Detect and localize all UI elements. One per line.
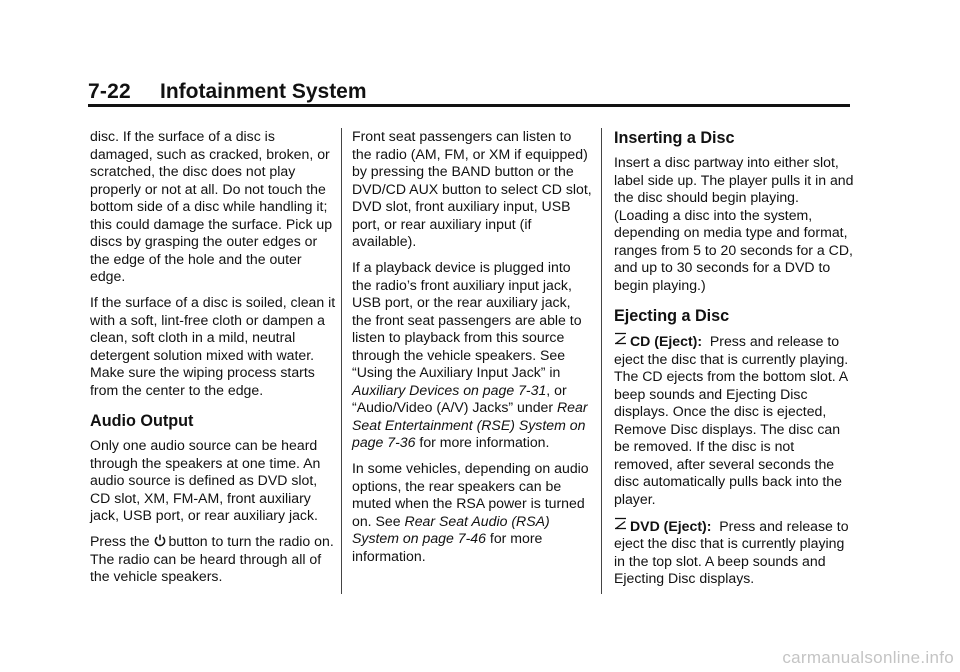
heading-inserting-disc: Inserting a Disc: [614, 129, 735, 147]
cd-eject-text: Press and release to eject the disc that is currently playing. The CD ejects from the bottom slot. A beep sounds and Ejecting Disc displays. Once the disc is ejected, Remove Disc displays. The disc can be removed. If the disc is not removed, after several seconds the disc automatically pulls back into the player.: [614, 333, 852, 507]
header-rule: [88, 104, 850, 107]
heading-ejecting-disc: Ejecting a Disc: [614, 307, 730, 325]
rear-text-b: for more information.: [352, 530, 543, 564]
watermark: carmanualsonline.info: [782, 648, 954, 667]
dvd-eject-text: Press and release to eject the disc that is currently playing in the top slot. A beep sounds and Ejecting Disc displays.: [614, 517, 853, 586]
column-divider-2: [601, 128, 602, 594]
paragraph-power: [90, 533, 338, 586]
paragraph-disc-cleaning: If the surface of a disc is soiled, clean it with a soft, lint-free cloth or dampen a clean, soft cloth in a mild, neutral detergent solution mixed with water. Make sure the wiping process starts from the center to the edge.: [90, 294, 336, 398]
playback-text-a: If a playback device is plugged into the radio’s front auxiliary input jack, USB port, or the rear auxiliary jack, the front seat passengers are able to listen to playback from this source through the vehicle speakers. See “Using the Auxiliary Input Jack” in: [352, 259, 582, 380]
playback-text-c: for more information.: [415, 434, 550, 450]
paragraph-audio-source: Only one audio source can be heard through the speakers at one time. An audio source is defined as DVD slot, CD slot, XM, FM-AM, front auxiliary jack, USB port, or rear auxiliary jack.: [90, 437, 321, 523]
cd-eject-term: CD (Eject):: [630, 333, 703, 349]
paragraph-dvd-eject: [614, 517, 854, 588]
page-header: [88, 80, 850, 106]
section-title: Infotainment System: [160, 80, 367, 103]
ref-rse-system: Rear Seat Entertainment (RSE) System on page 7-36: [352, 399, 588, 450]
rear-text-a: In some vehicles, depending on audio options, the rear speakers can be muted when the RSA power is turned on. See: [352, 460, 589, 529]
power-text-a: Press the: [90, 533, 154, 549]
heading-audio-output: Audio Output: [90, 412, 194, 430]
dvd-eject-term: DVD (Eject):: [630, 517, 712, 534]
ref-auxiliary-devices: Auxiliary Devices on page 7-31: [352, 381, 547, 398]
paragraph-front-seat: Front seat passengers can listen to the radio (AM, FM, or XM if equipped) by pressing the BAND button or the DVD/CD AUX button to select CD slot, DVD slot, front auxiliary input, USB port, or rear auxiliary input (if available).: [352, 128, 592, 249]
column-divider-1: [341, 128, 342, 594]
paragraph-inserting: Insert a disc partway into either slot, label side up. The player pulls it in and the disc should begin playing. (Loading a disc into the system, depending on media type and format, ranges from 5 to 20 seconds for a CD, and up to 30 seconds for a DVD to begin playing.): [614, 154, 854, 293]
playback-text-b: , or “Audio/Video (A/V) Jacks” under: [352, 381, 567, 415]
eject-icon: [614, 332, 627, 345]
page-number: 7-22: [88, 80, 131, 103]
paragraph-cd-eject: [614, 332, 854, 508]
power-icon: [154, 534, 166, 547]
paragraph-playback-device: [352, 259, 592, 452]
paragraph-rear-speakers: [352, 460, 592, 565]
column-2: [352, 128, 592, 574]
column-1: [90, 128, 338, 594]
paragraph-disc-handling: disc. If the surface of a disc is damaged, such as cracked, broken, or scratched, the disc does not play properly or not at all. Do not touch the bottom side of a disc while handling it; this could damage the surface. Pick up discs by grasping the outer edges or the edge of the hole and the outer edge.: [90, 128, 333, 284]
power-text-b: button to turn the radio on. The radio can be heard through all of the vehicle speakers.: [90, 533, 334, 584]
column-3: [614, 128, 854, 596]
ref-rsa-system: Rear Seat Audio (RSA) System on page 7-46: [352, 512, 550, 546]
eject-icon: [614, 517, 627, 530]
